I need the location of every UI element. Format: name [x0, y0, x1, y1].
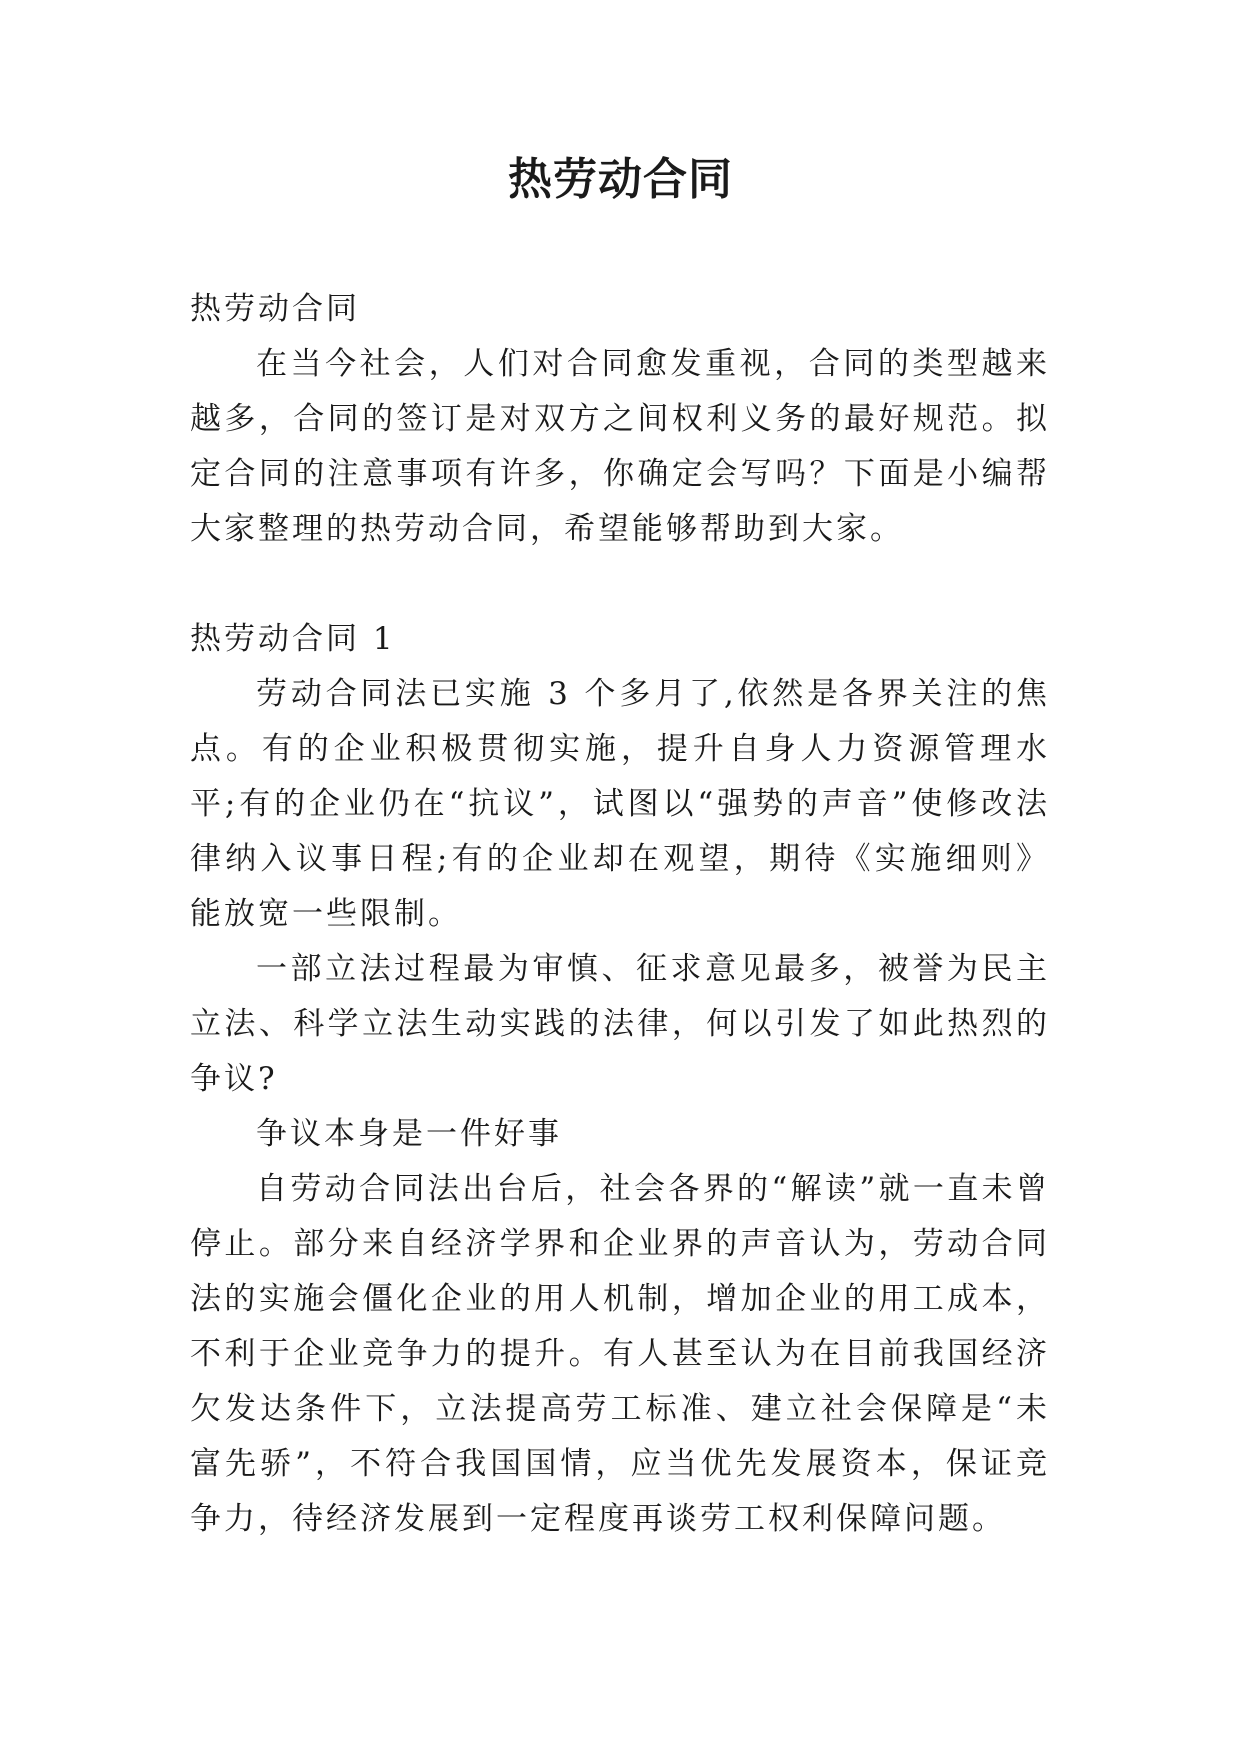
- intro-heading: 热劳动合同: [190, 291, 360, 327]
- section-1-paragraph: 自劳动合同法出台后，社会各界的“解读”就一直未曾停止。部分来自经济学界和企业界的声音认为，劳动合同法的实施会僵化企业的用人机制，增加企业的用工成本，不利于企业竞争力的提升。有人甚至认为在目前我国经济欠发达条件下，立法提高劳工标准、建立社会保障是“未富先骄”，不符合我国国情，应当优先发展资本，保证竞争力，待经济发展到一定程度再谈劳工权利保障问题。: [190, 1171, 1050, 1537]
- document-body: [190, 282, 1050, 1547]
- section-1-paragraph: 一部立法过程最为审慎、征求意见最多，被誉为民主立法、科学立法生动实践的法律，何以引发了如此热烈的争议?: [190, 951, 1050, 1097]
- section-1-paragraph: 劳动合同法已实施 3 个多月了,依然是各界关注的焦点。有的企业积极贯彻实施，提升自身人力资源管理水平;有的企业仍在“抗议”，试图以“强势的声音”使修改法律纳入议事日程;有的企业却在观望，期待《实施细则》能放宽一些限制。: [190, 676, 1050, 932]
- intro-paragraph: 在当今社会，人们对合同愈发重视，合同的类型越来越多，合同的签订是对双方之间权利义务的最好规范。拟定合同的注意事项有许多，你确定会写吗？下面是小编帮大家整理的热劳动合同，希望能够帮助到大家。: [190, 346, 1050, 547]
- section-1-heading: 热劳动合同 1: [190, 621, 396, 657]
- document-title: 热劳动合同: [508, 154, 733, 205]
- section-1-subheading: 争议本身是一件好事: [256, 1116, 562, 1152]
